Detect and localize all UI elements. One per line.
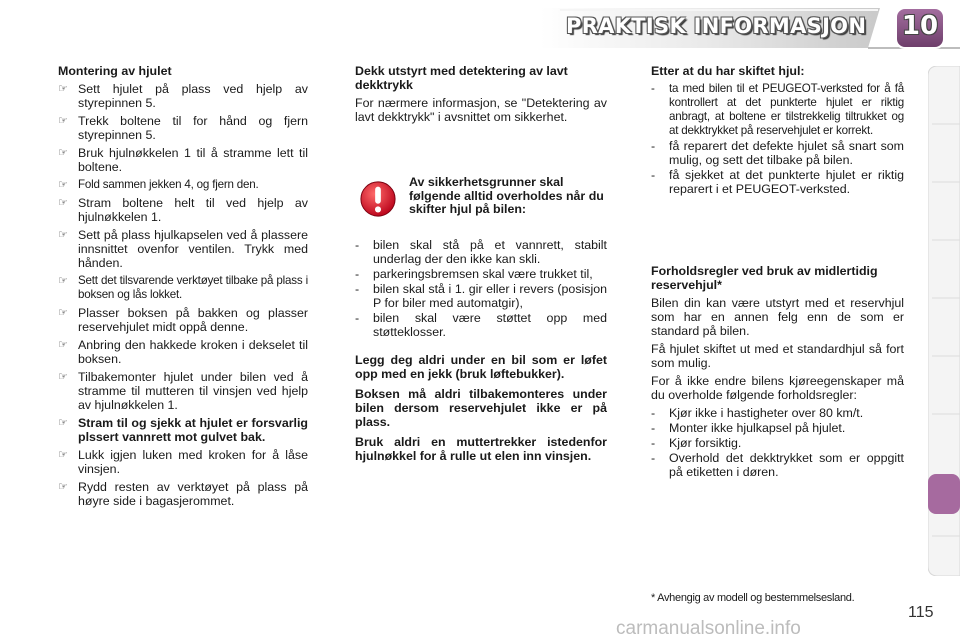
hand-pointer-icon: ☞	[58, 196, 68, 209]
watermark: carmanualsonline.info	[616, 618, 801, 639]
section-heading: Etter at du har skiftet hjul:	[651, 64, 805, 78]
list-item: - få reparert det defekte hjulet så snart som mulig, og sett det tilbake på bilen.	[651, 139, 904, 167]
section-heading: Forholdsregler ved bruk av midlertidig reservehjul*	[651, 264, 878, 292]
list-item: ☞ Fold sammen jekken 4, og fjern den.	[58, 178, 259, 191]
list-item: ☞ Stram boltene helt til ved hjelp av hjulnøkkelen 1.	[58, 196, 308, 224]
warning-paragraph: Boksen må aldri tilbakemonteres under bilen dersom reservehjulet ikke er på plass.	[355, 387, 607, 429]
list-item: ☞ Tilbakemonter hjulet under bilen ved å stramme til mutteren til vinsjen ved hjelp av hjulnøkkelen 1.	[58, 370, 308, 412]
hand-pointer-icon: ☞	[58, 114, 68, 127]
list-item: - bilen skal være støttet opp med støtteklosser.	[355, 311, 607, 339]
list-item: ☞ Bruk hjulnøkkelen 1 til å stramme lett til boltene.	[58, 146, 308, 174]
list-item: ☞ Rydd resten av verktøyet på plass på høyre side i bagasjerommet.	[58, 480, 308, 508]
paragraph: Bilen din kan være utstyrt med et reservhjul som har en annen felg enn de som er standard på bilen.	[651, 296, 904, 338]
list-item: ☞ Anbring den hakkede kroken i dekselet til boksen.	[58, 338, 308, 366]
paragraph: For å ikke endre bilens kjøreegenskaper må du overholde følgende forholdsregler:	[651, 374, 904, 402]
list-item: - parkeringsbremsen skal være trukket til,	[355, 267, 593, 281]
hand-pointer-icon: ☞	[58, 480, 68, 493]
chapter-side-tabs	[928, 66, 960, 576]
list-item: - Monter ikke hjulkapsel på hjulet.	[651, 421, 846, 435]
column-after-change	[651, 64, 904, 480]
list-item: - bilen skal stå på et vannrett, stabilt underlag der den ikke kan skli.	[355, 238, 607, 266]
list-item: ☞ Sett det tilsvarende verktøyet tilbake på plass i boksen og lås lokket.	[58, 274, 308, 301]
paragraph: Få hjulet skiftet ut med et standardhjul så fort som mulig.	[651, 342, 904, 370]
column-mounting	[58, 64, 308, 512]
safety-warning	[355, 176, 607, 232]
section-heading: Montering av hjulet	[58, 64, 172, 78]
warning-title: Av sikkerhetsgrunner skal følgende alltid overholdes når du skifter hjul på bilen:	[409, 175, 604, 216]
warning-paragraph: Legg deg aldri under en bil som er løfet opp med en jekk (bruk løftebukker).	[355, 353, 607, 381]
list-item: - få sjekket at det punkterte hjulet er riktig reparert i et PEUGEOT-verksted.	[651, 168, 904, 196]
column-tyres-safety	[355, 64, 607, 469]
list-item: - ta med bilen til et PEUGEOT-verksted for å få kontrollert at det punkterte hjulet er riktig anbragt, at boltene er tilstrekkelig tiltrukket og at dekktrykket på reservehjulet er korrekt.	[651, 82, 904, 137]
hand-pointer-icon: ☞	[58, 416, 68, 429]
hand-pointer-icon: ☞	[58, 448, 68, 461]
hand-pointer-icon: ☞	[58, 306, 68, 319]
list-item: - Kjør ikke i hastigheter over 80 km/t.	[651, 406, 864, 420]
list-item: - bilen skal stå i 1. gir eller i revers (posisjon P for biler med automatgir),	[355, 282, 607, 310]
list-item: ☞ Stram til og sjekk at hjulet er forsvarlig plssert vannrett mot gulvet bak.	[58, 416, 308, 444]
page-number: 115	[908, 604, 934, 621]
intro-paragraph: For nærmere informasjon, se "Detektering av lavt dekktrykk" i avsnittet om sikkerhet.	[355, 96, 607, 124]
footnote	[651, 592, 854, 604]
hand-pointer-icon: ☞	[58, 146, 68, 159]
list-item: ☞ Plasser boksen på bakken og plasser reservehjulet midt oppå denne.	[58, 306, 308, 334]
chapter-number: 10	[901, 11, 939, 41]
list-item: ☞ Sett hjulet på plass ved hjelp av styrepinnen 5.	[58, 82, 308, 110]
list-item: ☞ Trekk boltene til for hånd og fjern styrepinnen 5.	[58, 114, 308, 142]
footnote-text: Avhengig av modell og bestemmelsesland.	[657, 592, 855, 604]
list-item: ☞ Sett på plass hjulkapselen ved å plassere innsnittet ovenfor ventilen. Trykk med hånden.	[58, 228, 308, 270]
list-item: - Kjør forsiktig.	[651, 436, 742, 450]
warning-paragraph: Bruk aldri en muttertrekker istedenfor hjulnøkkel for å rulle ut elen inn vinsjen.	[355, 435, 607, 463]
footnote-mark: *	[651, 592, 655, 604]
warning-exclamation-icon	[359, 180, 397, 218]
list-item: - Overhold det dekktrykket som er oppgitt på etiketten i døren.	[651, 451, 904, 479]
hand-pointer-icon: ☞	[58, 338, 68, 351]
hand-pointer-icon: ☞	[58, 274, 68, 287]
list-item: ☞ Lukk igjen luken med kroken for å låse vinsjen.	[58, 448, 308, 476]
hand-pointer-icon: ☞	[58, 370, 68, 383]
hand-pointer-icon: ☞	[58, 228, 68, 241]
page-title: PRAKTISK INFORMASJON	[566, 14, 867, 38]
hand-pointer-icon: ☞	[58, 82, 68, 95]
section-heading: Dekk utstyrt med detektering av lavt dekktrykk	[355, 64, 568, 92]
active-chapter-tab	[928, 474, 960, 514]
page-header	[0, 0, 960, 58]
hand-pointer-icon: ☞	[58, 178, 68, 191]
